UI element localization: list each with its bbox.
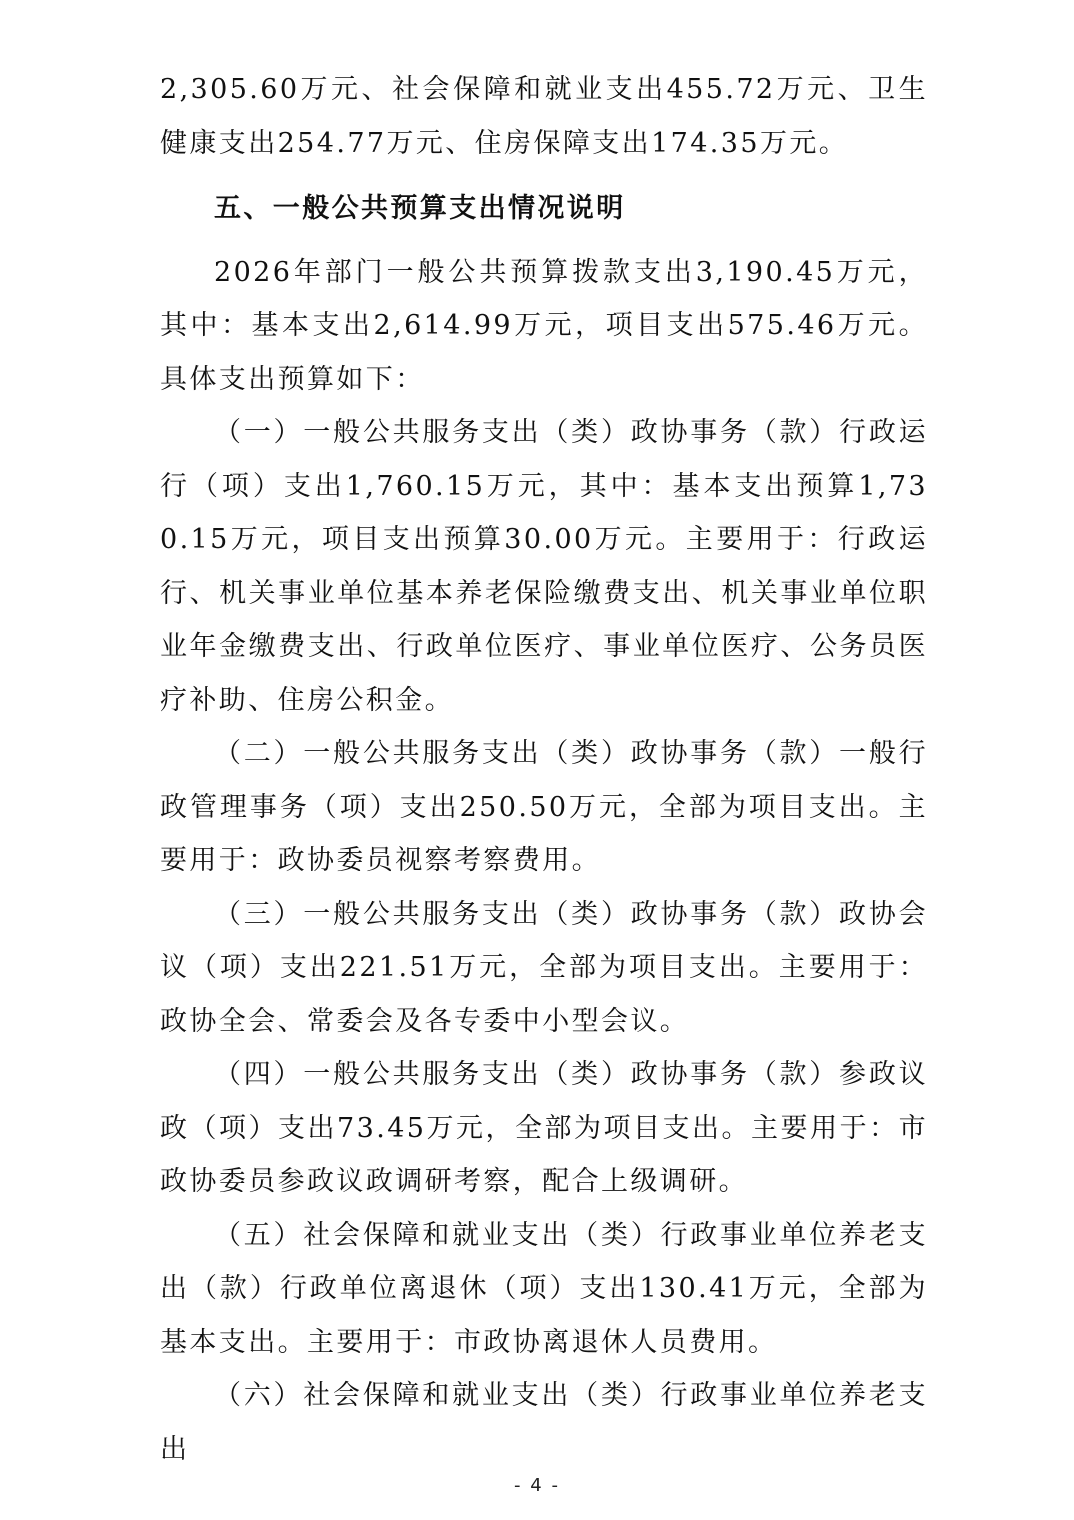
item-paragraph-3: （三）一般公共服务支出（类）政协事务（款）政协会议（项）支出221.51万元，全部为项目支出。主要用于：政协全会、常委会及各专委中小型会议。 <box>160 898 928 1037</box>
intro-paragraph: 2,305.60万元、社会保障和就业支出455.72万元、卫生健康支出254.77万元、住房保障支出174.35万元。 <box>160 74 928 159</box>
item-paragraph-1: （一）一般公共服务支出（类）政协事务（款）行政运行（项）支出1,760.15万元，其中：基本支出预算1,730.15万元，项目支出预算30.00万元。主要用于：行政运行、机关事业单位基本养老保险缴费支出、机关事业单位职业年金缴费支出、行政单位医疗、事业单位医疗、公务员医疗补助、住房公积金。 <box>160 417 928 716</box>
item-paragraph-2: （二）一般公共服务支出（类）政协事务（款）一般行政管理事务（项）支出250.50万元，全部为项目支出。主要用于：政协委员视察考察费用。 <box>160 738 928 876</box>
summary-paragraph: 2026年部门一般公共预算拨款支出3,190.45万元，其中：基本支出2,614.99万元，项目支出575.46万元。具体支出预算如下： <box>160 256 928 395</box>
section-heading: 五、一般公共预算支出情况说明 <box>214 193 626 224</box>
item-paragraph-6: （六）社会保障和就业支出（类）行政事业单位养老支出 <box>160 1380 928 1465</box>
page-number: - 4 - <box>514 1475 560 1496</box>
document-body <box>160 63 928 1476</box>
item-paragraph-4: （四）一般公共服务支出（类）政协事务（款）参政议政（项）支出73.45万元，全部为项目支出。主要用于：市政协委员参政议政调研考察，配合上级调研。 <box>160 1059 928 1197</box>
item-paragraph-5: （五）社会保障和就业支出（类）行政事业单位养老支出（款）行政单位离退休（项）支出130.41万元，全部为基本支出。主要用于：市政协离退休人员费用。 <box>160 1219 928 1358</box>
